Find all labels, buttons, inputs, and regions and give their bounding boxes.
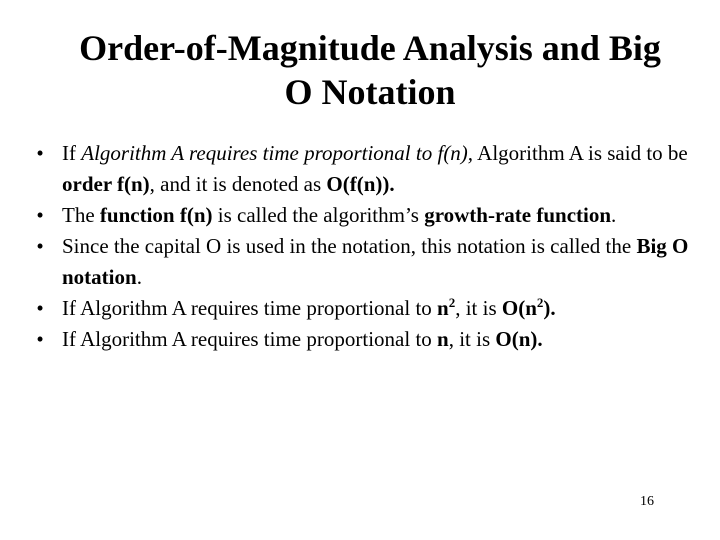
bullet-text-bold: function f(n) xyxy=(99,203,213,227)
bullet-text-bold: growth-rate function xyxy=(424,203,612,227)
bullet-text-bold: O(f(n)). xyxy=(326,172,395,196)
superscript: 2 xyxy=(536,295,544,310)
bullet-text: Since the capital O is used in the notation, this notation is called the xyxy=(62,234,637,258)
bullet-text: is called the algorithm’s xyxy=(212,203,425,227)
bullet-text-bold: O(n xyxy=(501,296,537,320)
bullet-icon: • xyxy=(36,203,44,227)
bullet-item-n-squared xyxy=(30,293,710,324)
bullet-icon: • xyxy=(36,296,44,320)
title-line-2: O Notation xyxy=(284,72,456,112)
page-number: 16 xyxy=(640,494,654,509)
bullet-text-bold: n xyxy=(437,296,449,320)
bullet-text: If Algorithm A requires time proportional to xyxy=(62,327,438,351)
superscript: 2 xyxy=(448,295,456,310)
bullet-text-bold: O(n). xyxy=(495,327,543,351)
bullet-text: , and it is denoted as xyxy=(149,172,327,196)
bullet-text: Algorithm A is said to be xyxy=(473,141,688,165)
bullet-icon: • xyxy=(36,234,44,258)
bullet-text: , it is xyxy=(455,296,502,320)
title-line-1: Order-of-Magnitude Analysis and Big xyxy=(79,28,661,68)
bullet-item-growth-rate xyxy=(30,200,710,231)
bullet-text: If Algorithm A requires time proportional to xyxy=(62,296,438,320)
bullet-text-bold: n xyxy=(437,327,449,351)
bullet-icon: • xyxy=(36,327,44,351)
bullet-text: . xyxy=(136,265,142,289)
bullet-text: The xyxy=(62,203,100,227)
bullet-text-bold: Big O notation xyxy=(62,234,689,289)
slide-title xyxy=(40,26,700,114)
bullet-text: . xyxy=(611,203,617,227)
bullet-item-order xyxy=(30,138,710,200)
bullet-text-bold: order f(n) xyxy=(62,172,150,196)
bullet-icon: • xyxy=(36,141,44,165)
bullet-list xyxy=(30,138,710,355)
bullet-item-n-linear xyxy=(30,324,710,355)
bullet-text-bold: ). xyxy=(543,296,556,320)
bullet-text: If xyxy=(62,141,82,165)
bullet-item-big-o xyxy=(30,231,710,293)
bullet-text: , it is xyxy=(448,327,496,351)
bullet-text-italic: Algorithm A requires time proportional to f(n), xyxy=(81,141,474,165)
